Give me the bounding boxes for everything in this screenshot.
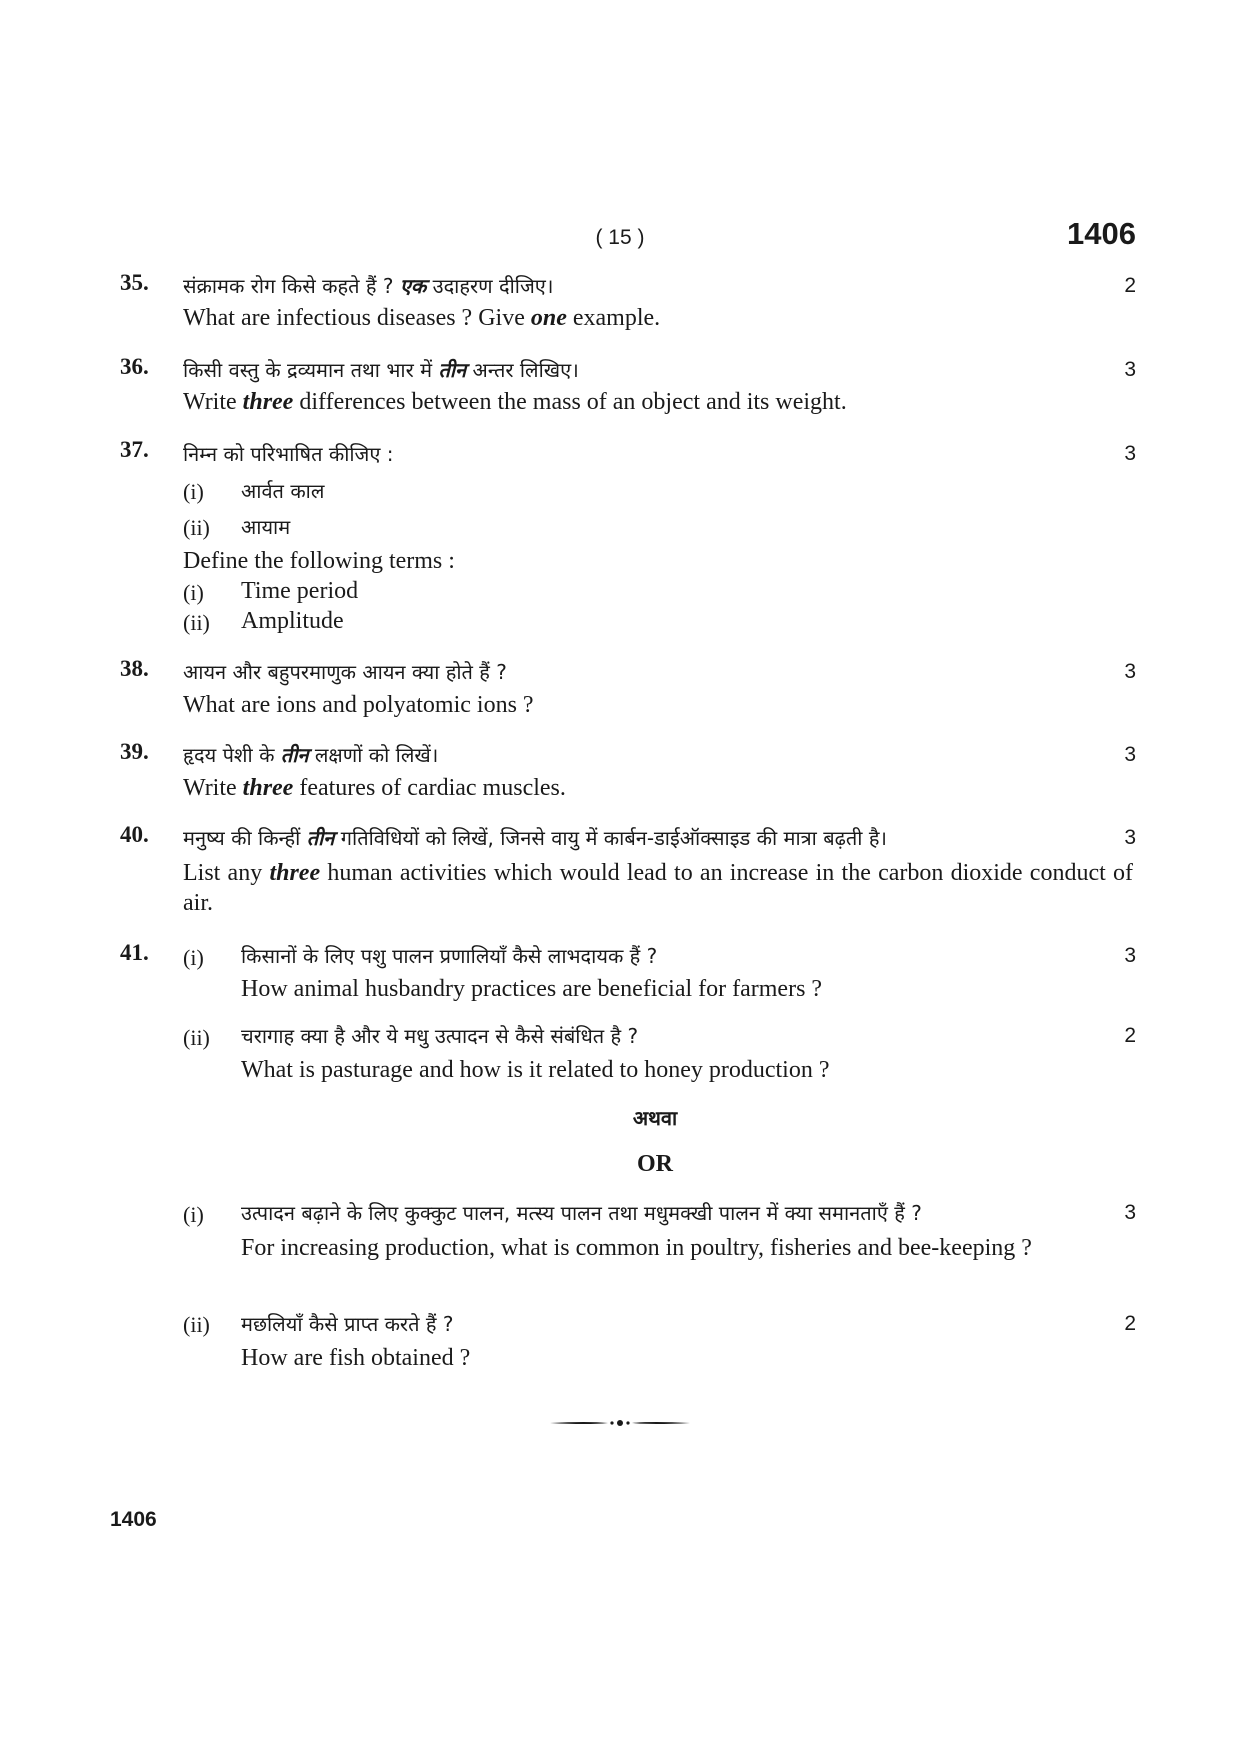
or-divider-hindi: अथवा	[632, 1106, 678, 1130]
sub-item-text-english: How animal husbandry practices are beneficial for farmers ?	[241, 976, 823, 1002]
question-text-hindi: मनुष्य की किन्हीं तीन गतिविधियों को लिखें, जिनसे वायु में कार्बन-डाईऑक्साइड की मात्रा बढ़ती है।	[183, 826, 888, 850]
question-text-hindi: हृदय पेशी के तीन लक्षणों को लिखें।	[183, 743, 439, 767]
page-number: ( 15 )	[595, 226, 645, 249]
sub-item-label: (ii)	[183, 1025, 210, 1050]
sub-item-text-hindi: आर्वत काल	[241, 479, 325, 503]
question-text-english: Define the following terms :	[183, 548, 455, 574]
question-text-hindi: आयन और बहुपरमाणुक आयन क्या होते हैं ?	[183, 660, 507, 684]
question-marks: 3	[1124, 944, 1136, 967]
question-text-english: Write three features of cardiac muscles.	[183, 775, 566, 801]
question-marks: 3	[1124, 1201, 1136, 1224]
question-text-english: Write three differences between the mass of an object and its weight.	[183, 389, 847, 415]
sub-item-label: (ii)	[183, 1312, 210, 1337]
question-number: 39.	[120, 739, 149, 764]
question-text-hindi: संक्रामक रोग किसे कहते हैं ? एक उदाहरण दीजिए।	[183, 274, 554, 298]
sub-item-text-english: For increasing production, what is common in poultry, fisheries and bee-keeping ?	[241, 1235, 1032, 1261]
sub-item-text-hindi: चरागाह क्या है और ये मधु उत्पादन से कैसे संबंधित है ?	[241, 1024, 639, 1048]
sub-item-label: (i)	[183, 580, 204, 605]
sub-item-label: (i)	[183, 945, 204, 970]
question-marks: 3	[1124, 358, 1136, 381]
sub-item-text-english: Time period	[241, 578, 359, 604]
question-marks: 3	[1124, 826, 1136, 849]
question-number: 41.	[120, 940, 149, 965]
sub-item-text-english: How are fish obtained ?	[241, 1345, 471, 1371]
question-number: 38.	[120, 656, 149, 681]
question-marks: 2	[1124, 1024, 1136, 1047]
sub-item-label: (ii)	[183, 610, 210, 635]
footer-paper-code: 1406	[110, 1508, 157, 1531]
question-marks: 3	[1124, 442, 1136, 465]
question-text-english: List any three human activities which would lead to an increase in the carbon dioxide conduct of air.	[183, 860, 1133, 916]
question-marks: 3	[1124, 743, 1136, 766]
question-text-english: What are ions and polyatomic ions ?	[183, 692, 534, 718]
question-number: 40.	[120, 822, 149, 847]
sub-item-text-english: Amplitude	[241, 608, 344, 634]
question-text-hindi: किसी वस्तु के द्रव्यमान तथा भार में तीन अन्तर लिखिए।	[183, 358, 579, 382]
question-text-english: What are infectious diseases ? Give one example.	[183, 305, 661, 331]
question-marks: 2	[1124, 274, 1136, 297]
question-text-hindi: निम्न को परिभाषित कीजिए :	[183, 442, 394, 466]
sub-item-label: (i)	[183, 479, 204, 504]
or-divider-english: OR	[637, 1151, 673, 1177]
sub-item-label: (ii)	[183, 515, 210, 540]
question-marks: 2	[1124, 1312, 1136, 1335]
sub-item-label: (i)	[183, 1202, 204, 1227]
sub-item-text-hindi: आयाम	[241, 515, 291, 539]
question-number: 35.	[120, 270, 149, 295]
question-marks: 3	[1124, 660, 1136, 683]
sub-item-text-english: What is pasturage and how is it related to honey production ?	[241, 1057, 830, 1083]
end-of-paper-ornament	[548, 1417, 692, 1429]
sub-item-text-hindi: मछलियाँ कैसे प्राप्त करते हैं ?	[241, 1312, 454, 1336]
sub-item-text-hindi: उत्पादन बढ़ाने के लिए कुक्कुट पालन, मत्स्य पालन तथा मधुमक्खी पालन में क्या समानताएँ हैं ?	[241, 1201, 922, 1225]
paper-code: 1406	[1067, 216, 1136, 251]
question-number: 36.	[120, 354, 149, 379]
question-number: 37.	[120, 437, 149, 462]
sub-item-text-hindi: किसानों के लिए पशु पालन प्रणालियाँ कैसे लाभदायक हैं ?	[241, 944, 658, 968]
